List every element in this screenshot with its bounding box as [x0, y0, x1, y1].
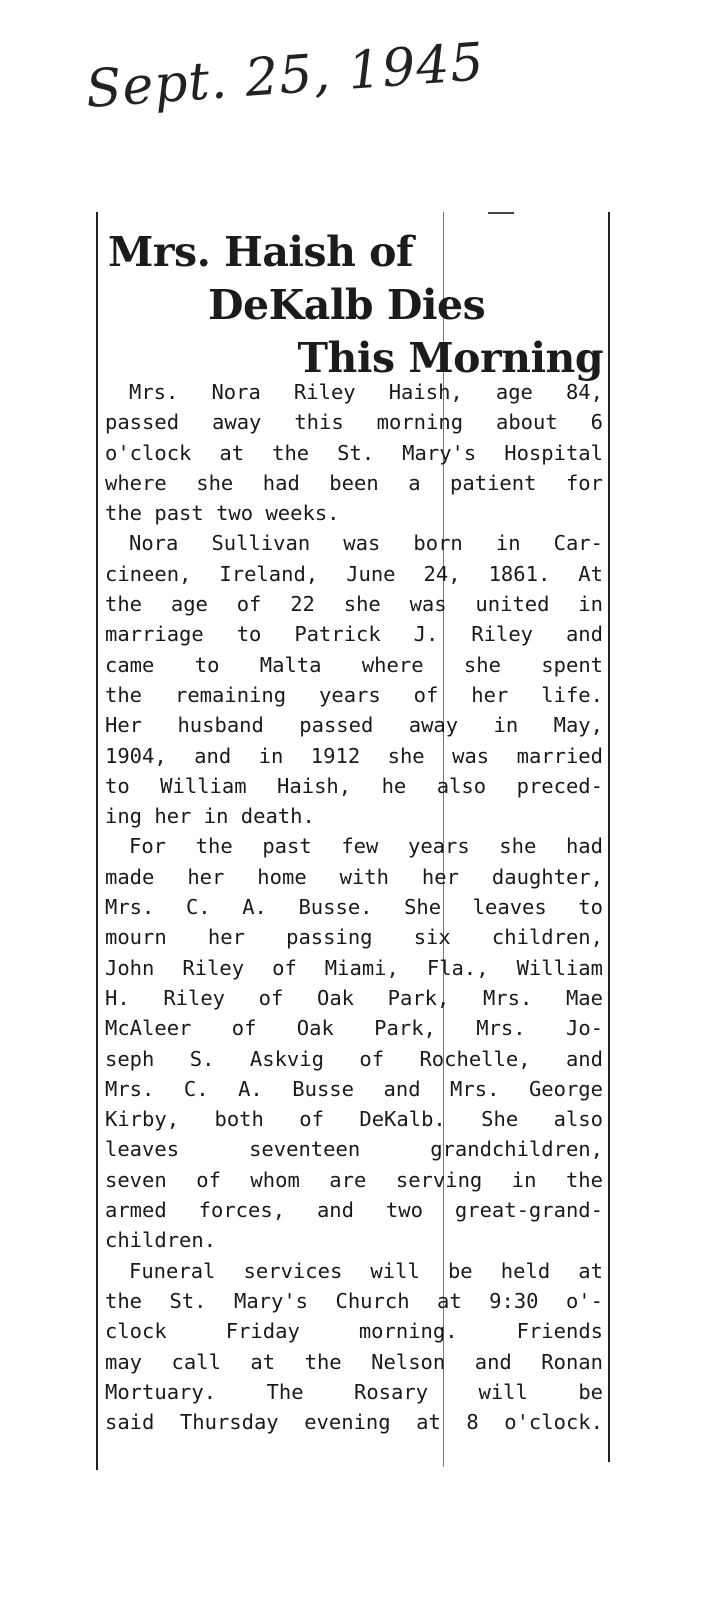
article-line: Nora Sullivan was born in Car-: [129, 531, 603, 556]
article-line: Mrs. Nora Riley Haish, age 84,: [129, 380, 603, 404]
article-line: made her home with her daughter,: [105, 864, 603, 889]
article-line: children.: [105, 1228, 217, 1253]
article-line: H. Riley of Oak Park, Mrs. Mae: [105, 985, 603, 1010]
article-line: came to Malta where she spent: [105, 652, 603, 677]
article-line: John Riley of Miami, Fla., William: [105, 955, 603, 980]
article-line: 1904, and in 1912 she was married: [105, 743, 603, 768]
article-line: to William Haish, he also preced-: [105, 773, 603, 798]
newspaper-clipping: [96, 212, 616, 1482]
column-rule-left: [96, 212, 98, 1470]
article-line: McAleer of Oak Park, Mrs. Jo-: [105, 1016, 603, 1041]
article-body: [105, 377, 603, 1437]
headline-line-3: This Morning: [297, 334, 603, 382]
article-line: said Thursday evening at 8 o'clock.: [105, 1410, 603, 1435]
article-line: seph S. Askvig of Rochelle, and: [105, 1046, 603, 1071]
article-line: o'clock at the St. Mary's Hospital: [105, 440, 603, 465]
article-line: Kirby, both of DeKalb. She also: [105, 1107, 603, 1132]
handwritten-date: Sept. 25, 1945: [83, 32, 487, 120]
article-line: the past two weeks.: [105, 501, 340, 526]
article-line: Funeral services will be held at: [129, 1258, 603, 1283]
article-line: marriage to Patrick J. Riley and: [105, 622, 603, 647]
article-line: armed forces, and two great-grand-: [105, 1198, 603, 1223]
headline-line-1: Mrs. Haish of: [108, 228, 414, 276]
article-line: Her husband passed away in May,: [105, 713, 603, 738]
headline-line-2: DeKalb Dies: [208, 281, 486, 329]
article-line: Mrs. C. A. Busse. She leaves to: [105, 895, 603, 920]
article-line: passed away this morning about 6: [105, 410, 603, 435]
headline: [108, 226, 603, 385]
article-line: Mortuary. The Rosary will be: [105, 1379, 603, 1404]
article-line: may call at the Nelson and Ronan: [105, 1349, 603, 1374]
article-line: leaves seventeen grandchildren,: [105, 1137, 603, 1162]
article-line: the remaining years of her life.: [105, 682, 603, 707]
article-line: Mrs. C. A. Busse and Mrs. George: [105, 1076, 603, 1101]
article-line: For the past few years she had: [129, 834, 603, 859]
article-line: where she had been a patient for: [105, 470, 603, 495]
article-line: ing her in death.: [105, 804, 315, 829]
top-rule-fragment: [488, 212, 514, 214]
article-line: mourn her passing six children,: [105, 925, 603, 950]
article-line: the St. Mary's Church at 9:30 o'-: [105, 1288, 603, 1313]
article-line: clock Friday morning. Friends: [105, 1319, 603, 1344]
article-line: the age of 22 she was united in: [105, 592, 603, 617]
article-line: seven of whom are serving in the: [105, 1167, 603, 1192]
article-line: cineen, Ireland, June 24, 1861. At: [105, 561, 603, 586]
column-rule-right: [608, 212, 610, 1462]
